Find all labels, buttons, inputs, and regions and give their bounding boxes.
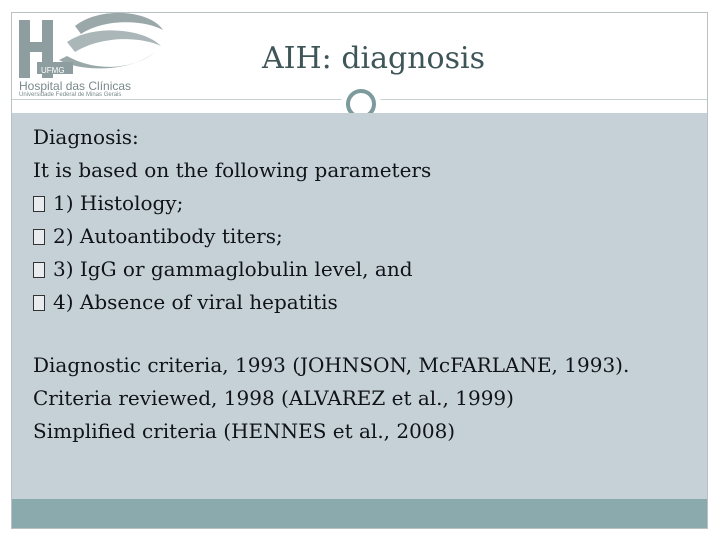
logo-badge: UFMG — [41, 66, 65, 75]
missing-glyph-box-icon — [33, 295, 45, 311]
missing-glyph-box-icon — [33, 229, 45, 245]
criteria-line: Simplified criteria (HENNES et al., 2008) — [33, 419, 456, 443]
missing-glyph-box-icon — [33, 262, 45, 278]
list-item-text: 1) Histology; — [53, 191, 184, 215]
hospital-logo — [15, 12, 165, 100]
content-intro: It is based on the following parameters — [33, 158, 432, 182]
slide-title: AIH: diagnosis — [262, 41, 485, 76]
list-item-text: 3) IgG or gammaglobulin level, and — [53, 257, 413, 281]
title-area — [12, 13, 707, 113]
footer-bar — [12, 499, 707, 528]
list-item-text: 4) Absence of viral hepatitis — [53, 290, 338, 314]
list-item-text: 2) Autoantibody titers; — [53, 224, 283, 248]
list-item — [33, 187, 693, 220]
slide-content — [33, 121, 693, 448]
list-item — [33, 286, 693, 319]
list-item — [33, 220, 693, 253]
criteria-line: Criteria reviewed, 1998 (ALVAREZ et al., 1999) — [33, 386, 514, 410]
logo-subtitle: Universidade Federal de Minas Gerais — [19, 92, 122, 98]
slide — [11, 12, 708, 529]
spacer — [33, 319, 693, 349]
list-item — [33, 253, 693, 286]
criteria-line: Diagnostic criteria, 1993 (JOHNSON, McFARLANE, 1993). — [33, 353, 630, 377]
content-heading: Diagnosis: — [33, 125, 139, 149]
logo-name: Hospital das Clínicas — [19, 79, 132, 93]
missing-glyph-box-icon — [33, 196, 45, 212]
